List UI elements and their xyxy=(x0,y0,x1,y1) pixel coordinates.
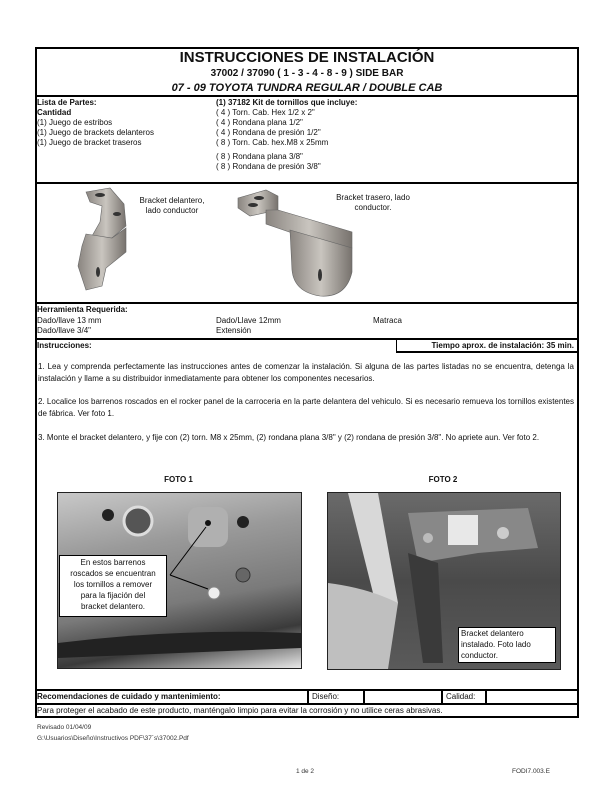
parts-item: (1) Juego de estribos xyxy=(37,118,113,127)
kit-item: ( 8 ) Torn. Cab. hex.M8 x 25mm xyxy=(216,138,329,147)
tool-item: Matraca xyxy=(373,316,402,325)
care-heading: Recomendaciones de cuidado y mantenimiento: xyxy=(37,692,221,701)
photo2-callout xyxy=(458,627,556,663)
kit-item: ( 4 ) Rondana de presión 1/2" xyxy=(216,128,321,137)
rear-bracket-caption-line: Bracket trasero, lado xyxy=(336,193,410,202)
instruction-step: 1. Lea y comprenda perfectamente las instrucciones antes de comenzar la instalación. Si alguna de las partes listadas no se encuentra, detenga la instalación y llame a su distribuidor inmediatamente para obtener los componentes necesarios. xyxy=(38,362,574,383)
design-label: Diseño: xyxy=(312,692,340,701)
callout-line: instalado. Foto lado xyxy=(461,640,531,649)
divider xyxy=(35,302,579,304)
kit-heading: (1) 37182 Kit de tornillos que incluye: xyxy=(216,98,358,107)
kit-item: ( 8 ) Rondana de presión 3/8" xyxy=(216,162,321,171)
tool-item: Dado/llave 13 mm xyxy=(37,316,102,325)
kit-item: ( 4 ) Rondana plana 1/2" xyxy=(216,118,303,127)
photo2-label: FOTO 2 xyxy=(428,475,458,484)
parts-heading: Lista de Partes: xyxy=(37,98,97,107)
quality-field xyxy=(441,690,487,703)
tool-item: Extensión xyxy=(216,326,252,335)
front-bracket-caption-line: lado conductor xyxy=(145,206,199,215)
instruction-step: 3. Monte el bracket delantero, y fije con (2) torn. M8 x 25mm, (2) rondana plana 3/8" y (2) rondana de presión 3/8". No apriete aun. Ver foto 2. xyxy=(38,433,540,442)
qty-heading: Cantidad xyxy=(37,108,72,117)
design-field xyxy=(307,690,365,703)
instructions-heading: Instrucciones: xyxy=(37,341,92,350)
callout-line: bracket delantero. xyxy=(80,602,146,611)
instruction-step: 2. Localice los barrenos roscados en el rocker panel de la carroceria en la parte delantera del vehiculo. Si es necesario remueva los tornillos existentes de fábrica. Ver foto 1. xyxy=(38,397,574,418)
callout-line: los tornillos a remover xyxy=(73,580,153,589)
photo1-label: FOTO 1 xyxy=(164,475,193,484)
photo1-callout xyxy=(59,555,167,617)
callout-line: conductor. xyxy=(461,651,498,660)
revision-date: Revisado 01/04/09 xyxy=(37,724,92,731)
quality-label: Calidad: xyxy=(446,692,476,701)
product-subtitle: 37002 / 37090 ( 1 - 3 - 4 - 8 - 9 ) SIDE BAR xyxy=(210,68,404,79)
callout-line: En estos barrenos xyxy=(80,558,146,567)
page-title: INSTRUCCIONES DE INSTALACIÓN xyxy=(179,49,435,66)
kit-item: ( 8 ) Rondana plana 3/8" xyxy=(216,152,303,161)
parts-item: (1) Juego de bracket traseros xyxy=(37,138,142,147)
form-code: FODI7.003.E xyxy=(512,768,550,775)
divider xyxy=(35,703,579,705)
divider xyxy=(35,182,579,184)
kit-item: ( 4 ) Torn. Cab. Hex 1/2 x 2" xyxy=(216,108,315,117)
care-text: Para proteger el acabado de este producto, manténgalo limpio para evitar la corrosión y no utilice ceras abrasivas. xyxy=(37,706,443,715)
tool-item: Dado/Llave 12mm xyxy=(216,316,281,325)
callout-line: Bracket delantero xyxy=(461,629,524,638)
vehicle-title: 07 - 09 TOYOTA TUNDRA REGULAR / DOUBLE CAB xyxy=(171,82,443,94)
rear-bracket-caption-line: conductor. xyxy=(354,203,392,212)
page-number: 1 de 2 xyxy=(295,768,315,775)
divider xyxy=(35,95,579,97)
install-time-badge: Tiempo aprox. de instalación: 35 min. xyxy=(396,340,577,353)
tools-heading: Herramienta Requerida: xyxy=(37,305,128,314)
front-bracket-caption-line: Bracket delantero, xyxy=(139,196,205,205)
parts-item: (1) Juego de brackets delanteros xyxy=(37,128,154,137)
callout-line: roscados se encuentran xyxy=(70,569,156,578)
file-path: G:\Usuarios\Diseño\Instructivos PDF\37´s\37002.Pdf xyxy=(37,735,189,742)
tool-item: Dado/llave 3/4" xyxy=(37,326,91,335)
callout-line: para la fijación del xyxy=(80,591,146,600)
